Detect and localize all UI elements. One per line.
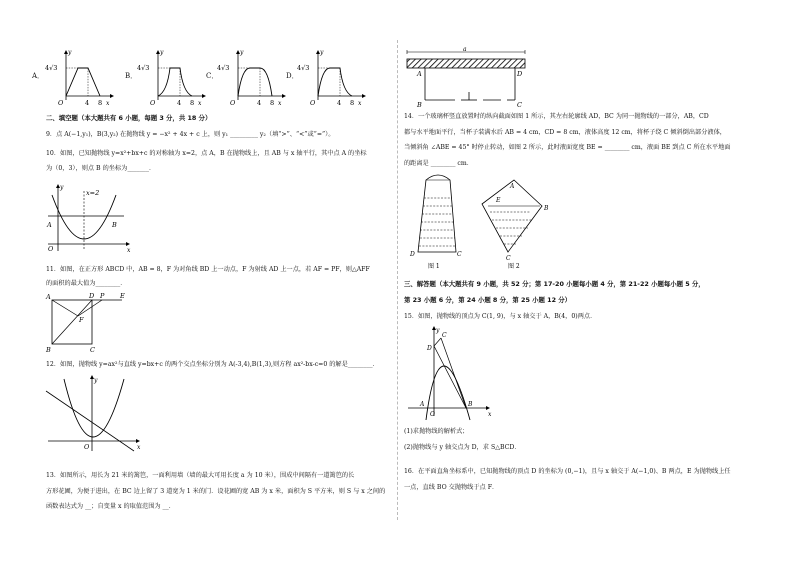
option-d-graph (296, 48, 366, 110)
q14-line2: 都与水平地面平行，当杯子装满水后 AB = 4 cm，CD = 8 cm，液体高度 12 cm，将杯子绕 C 倾斜倒出部分液体， (404, 129, 726, 136)
q13-a-top: a (463, 46, 467, 53)
q13-d: D (517, 70, 523, 78)
option-c-letter: C． (206, 72, 219, 80)
q14-a: A (510, 183, 515, 190)
q13-line2: 方形花圃，为便于进出，在 BC 边上留了 3 道宽为 1 米的门．设花圃的宽 AB 为 x 米，面积为 S 平方米，则 S 与 x 之间的 (46, 488, 386, 495)
section3-line2: 第 23 小题 6 分，第 24 小题 8 分，第 25 小题 12 分） (404, 296, 572, 304)
q13-b: B (417, 101, 422, 109)
q10-b: B (112, 221, 117, 229)
option-d-ylabel: 4√3 (297, 64, 310, 72)
option-d-x1: 4 (337, 99, 342, 107)
q15-o: O (430, 411, 435, 418)
q14-c-fig2: C (506, 255, 511, 262)
q12-text: 12．如图，抛物线 y=ax²与直线 y=bx+c 的两个交点坐标分别为 A(-3,4),B(1,3),则方程 ax²-bx-c=0 的解是________． (46, 361, 379, 368)
q10-o: O (48, 245, 54, 253)
column-divider (397, 40, 398, 520)
option-a-letter: A． (32, 72, 45, 80)
q9-text: 9．点 A(−1,y₁)，B(3,y₂) 在抛物线 y = −x² + 4x + c 上，则 y₁ _________ y₂（填“>”、“<”或“=”）。 (46, 131, 335, 138)
q11-c: C (90, 346, 95, 354)
q8-options (30, 48, 370, 110)
section2-title: 二、填空题（本大题共有 6 小题，每题 3 分，共 18 分） (46, 114, 212, 122)
option-d-x: x (358, 100, 362, 107)
option-c-x: x (278, 100, 282, 107)
q15-sub2: (2)抛物线与 y 轴交点为 D，求 S△BCD． (404, 444, 521, 451)
q10-axis-label: x=2 (86, 189, 100, 197)
q12-y: y (94, 377, 98, 384)
option-d-o: O (310, 99, 316, 107)
q11-e: E (120, 292, 125, 300)
q11-line2: 的面积的最大值为________． (46, 280, 127, 287)
option-d-letter: D． (286, 72, 299, 80)
q13-line1: 13．如图所示，用长为 21 米的篱笆，一面利用墙（墙的最大可用长度 a 为 10 米），围成中间隔有一道篱笆的长 (46, 472, 355, 479)
q11-f: F (79, 316, 84, 324)
q11-p: P (100, 292, 105, 300)
option-b-x2: 8 (190, 99, 195, 107)
q15-sub1: (1)求抛物线的解析式； (404, 428, 469, 435)
q14-line4: 的距离是 ________ cm． (404, 160, 473, 167)
option-c-x2: 8 (270, 99, 275, 107)
q14-figure (404, 176, 564, 276)
option-a-o: O (58, 99, 64, 107)
option-b-x: x (198, 100, 202, 107)
q14-e: E (496, 197, 501, 204)
q14-b: B (544, 205, 549, 212)
option-b-letter: B． (125, 72, 138, 80)
option-c-o: O (230, 99, 236, 107)
option-b-ylabel: 4√3 (137, 64, 150, 72)
q10-line2: 为（0，3），则点 B 的坐标为_______． (46, 165, 156, 172)
q16-line1: 16．在平面直角坐标系中，已知抛物线的顶点 D 的坐标为 (0,−1)，且与 x 轴交于 A(−1,0)、B 两点，E 为抛物线上任 (404, 468, 731, 475)
q10-line1: 10．如图，已知抛物线 y=x²+bx+c 的对称轴为 x=2，点 A，B 在抛物线上，且 AB 与 x 轴平行，其中点 A 的坐标 (46, 150, 367, 157)
option-b-y: y (160, 49, 164, 56)
q14-line1: 14．一个玻璃杯竖直放置时的纵向截面如图 1 所示，其左右轮廓线 AD，BC 为同一抛物线的一部分，AB，CD (404, 113, 709, 120)
q15-y: y (436, 327, 440, 334)
option-b-x1: 4 (177, 99, 182, 107)
option-a-graph (44, 48, 114, 110)
option-a-x1: 4 (85, 99, 90, 107)
q12-o: O (84, 443, 90, 451)
q15-b: B (468, 401, 473, 408)
section3-line1: 三、解答题（本大题共有 9 小题，共 52 分；第 17-20 小题每小题 4 分，第 21-22 小题每小题 5 分， (404, 280, 705, 288)
option-b-o: O (150, 99, 156, 107)
q13-a: A (417, 70, 422, 78)
q14-fig1-label: 图 1 (428, 263, 440, 270)
q16-line2: 一点，直线 BO 交抛物线于点 F． (404, 484, 499, 491)
option-d-x2: 8 (350, 99, 355, 107)
option-a-x: x (106, 100, 110, 107)
q10-figure (44, 183, 134, 253)
q15-figure (404, 326, 494, 418)
q10-a: A (47, 221, 52, 229)
q11-figure (44, 292, 139, 354)
q15-x: x (488, 411, 492, 418)
q13-figure (405, 46, 530, 109)
q13-line3: 函数表达式为 __；自变量 x 的取值范围为 __． (46, 503, 175, 510)
q15-c: C (442, 332, 447, 339)
option-c-y: y (240, 49, 244, 56)
q15-text: 15．如图，抛物线的顶点为 C(1, 9)，与 x 轴交于 A，B(4，0)两点． (404, 313, 597, 320)
q15-d: D (427, 345, 432, 352)
q14-d: D (410, 251, 415, 258)
option-b-graph (136, 48, 206, 110)
option-a-x2: 8 (98, 99, 103, 107)
q14-fig2-label: 图 2 (508, 263, 520, 270)
q11-d: D (89, 292, 95, 300)
q14-c-fig1: C (457, 251, 462, 258)
q15-a: A (420, 401, 425, 408)
q12-figure (44, 375, 144, 455)
option-a-y: y (68, 49, 72, 56)
q12-x: x (137, 444, 141, 451)
q10-x: x (127, 247, 131, 254)
option-c-ylabel: 4√3 (217, 64, 230, 72)
q13-c: C (517, 101, 522, 109)
option-a-ylabel: 4√3 (45, 64, 58, 72)
q11-a: A (46, 293, 51, 301)
option-c-x1: 4 (257, 99, 262, 107)
q11-line1: 11．如图，在正方形 ABCD 中，AB = 8，F 为对角线 BD 上一动点，F 为射线 AD 上一点，若 AF = PF，则△AFF (46, 266, 370, 273)
option-c-graph (216, 48, 286, 110)
q10-y: y (60, 184, 64, 191)
option-d-y: y (320, 49, 324, 56)
q11-b: B (46, 346, 51, 354)
q14-line3: 当倾斜角 ∠ABE = 45° 时停止转动，如图 2 所示，此时液面宽度 BE = ________ cm，液面 BE 到点 C 所在水平地面 (404, 144, 731, 151)
